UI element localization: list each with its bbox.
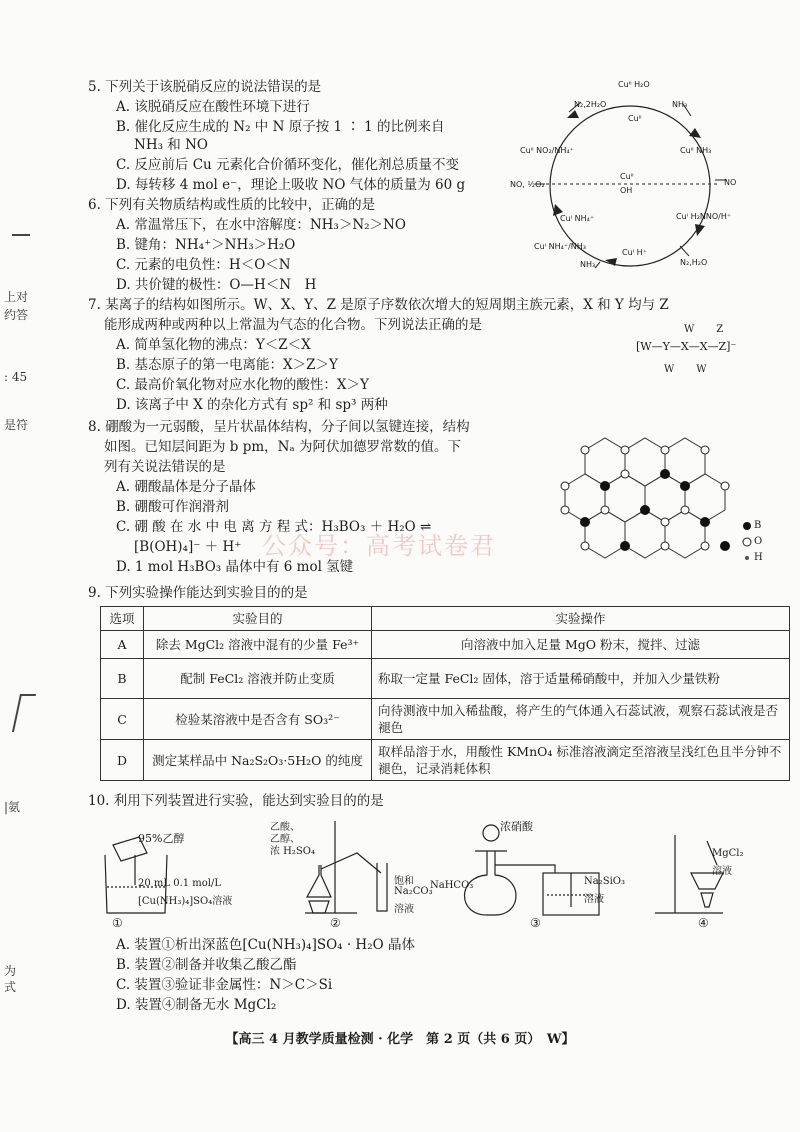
cycle-label-cui-h: Cuᴵ H⁺ (622, 248, 647, 257)
q10-option-b: B. 装置②制备并收集乙酸乙酯 (116, 957, 297, 973)
apparatus4-label: 溶液 (712, 866, 732, 877)
page-footer: 【高三 4 月教学质量检测 · 化学 第 2 页（共 6 页） W】 (225, 1032, 575, 1047)
q10-stem: 10. 利用下列装置进行实验，能达到实验目的的是 (88, 793, 384, 809)
q8-stem: 8. 硼酸为一元弱酸，呈片状晶体结构，分子间以氢键连接，结构 (88, 419, 470, 435)
cycle-label-nh3: NH₃ (672, 100, 688, 109)
q8-stem-cont: 如图。已知层间距为 b pm，Nₐ 为阿伏加德罗常数的值。下 (104, 439, 461, 455)
q6-stem: 6. 下列有关物质结构或性质的比较中，正确的是 (88, 197, 376, 213)
legend-o-label: O (754, 536, 763, 547)
watermark: 公众号：高考试卷君 (262, 532, 496, 560)
table-cell: A (101, 631, 144, 659)
apparatus-number-3: ③ (530, 916, 541, 930)
apparatus2-label: 溶液 (394, 904, 414, 915)
table-cell: 向溶液中加入足量 MgO 粉末，搅拌、过滤 (372, 631, 790, 659)
cycle-label-cui-nh4: Cuᴵ NH₄⁺ (560, 214, 595, 223)
cycle-label-n2h2o-top: N₂,2H₂O (574, 100, 607, 109)
q7-option-a: A. 简单氢化物的沸点：Y＜Z＜X (116, 337, 311, 353)
q8-option-d: D. 1 mol H₃BO₃ 晶体中有 6 mol 氢键 (116, 559, 354, 575)
q7-option-b: B. 基态原子的第一电离能：X＞Z＞Y (116, 357, 338, 373)
apparatus3-label: 溶液 (584, 894, 604, 905)
margin-mark (12, 694, 36, 732)
cycle-label-top: Cuᴵᴵ H₂O (618, 80, 650, 89)
table-row (101, 740, 790, 781)
q6-option-b: B. 键角：NH₄⁺＞NH₃＞H₂O (116, 237, 296, 253)
apparatus3-label: NaHCO₃ (430, 880, 474, 891)
q9-stem: 9. 下列实验操作能达到实验目的的是 (88, 585, 308, 601)
margin-fragment: : 45 (4, 370, 28, 384)
apparatus-figures (95, 815, 755, 925)
apparatus1-label: 20 mL 0.1 mol/L (138, 878, 221, 889)
margin-fragment: 是符 (4, 418, 29, 432)
ion-structure-main: [W—Y—X—X—Z]⁻ (636, 340, 737, 353)
apparatus3-label: 浓硝酸 (500, 820, 533, 833)
table-cell: C (101, 699, 144, 740)
q5-option-c: C. 反应前后 Cu 元素化合价循环变化，催化剂总质量不变 (116, 157, 460, 173)
cycle-label-no-o2: NO, ½O₂ (510, 180, 545, 189)
apparatus2-label: 饱和 (394, 876, 414, 887)
cycle-label-center-cuii: Cuᴵᴵ (620, 172, 634, 181)
q6-option-a: A. 常温常压下，在水中溶解度：NH₃＞N₂＞NO (116, 217, 406, 233)
table-cell: B (101, 659, 144, 699)
apparatus2-label: 乙酸、 (270, 822, 300, 833)
q10-option-d: D. 装置④制备无水 MgCl₂ (116, 997, 277, 1013)
table-header: 实验目的 (144, 607, 372, 631)
q8-option-c: C. 硼 酸 在 水 中 电 离 方 程 式：H₃BO₃ ＋ H₂O ⇌ (116, 519, 432, 535)
q6-option-d: D. 共价键的极性：O—H＜N H (116, 277, 317, 293)
margin-fragment: 式 (4, 980, 17, 994)
cycle-label-cuii-nh3: Cuᴵᴵ NH₃ (680, 146, 712, 155)
table-row (101, 659, 790, 699)
apparatus2-label: 浓 H₂SO₄ (270, 846, 315, 857)
table-row (101, 699, 790, 740)
apparatus2-label: Na₂CO₃ (394, 886, 433, 897)
margin-fragment: 约答 (4, 308, 29, 322)
cycle-label-cui-nh4-nh3: Cuᴵ NH₄⁺/NH₃ (534, 242, 587, 251)
q5-option-b-cont: NH₃ 和 NO (134, 137, 208, 153)
apparatus-number-2: ② (330, 916, 341, 930)
cycle-label-nh3-bottom: NH₃ (580, 260, 596, 269)
q6-option-c: C. 元素的电负性：H＜O＜N (116, 257, 291, 273)
apparatus1-label: 95%乙醇 (138, 832, 185, 845)
apparatus1-label: [Cu(NH₃)₄]SO₄溶液 (138, 896, 233, 907)
cycle-label-center-oh: OH (620, 186, 633, 195)
apparatus-number-4: ④ (698, 916, 709, 930)
table-cell: 除去 MgCl₂ 溶液中混有的少量 Fe³⁺ (144, 631, 372, 659)
cycle-label-no: NO (724, 178, 737, 187)
margin-mark (12, 234, 30, 236)
table-cell: 称取一定量 FeCl₂ 固体，溶于适量稀硝酸中，并加入少量铁粉 (372, 659, 790, 699)
experiment-table (100, 606, 790, 781)
table-cell: 检验某溶液中是否含有 SO₃²⁻ (144, 699, 372, 740)
ion-structure-top: W Z (684, 324, 730, 335)
cycle-label-n2h2o-bottom: N₂,H₂O (680, 258, 708, 267)
q8-option-a: A. 硼酸晶体是分子晶体 (116, 479, 256, 495)
q5-stem: 5. 下列关于该脱硝反应的说法错误的是 (88, 79, 322, 95)
q10-option-a: A. 装置①析出深蓝色[Cu(NH₃)₄]SO₄ · H₂O 晶体 (116, 937, 415, 953)
q7-option-d: D. 该离子中 X 的杂化方式有 sp² 和 sp³ 两种 (116, 397, 388, 413)
margin-fragment: |氨 (4, 800, 21, 814)
ion-structure-bottom: W W (664, 364, 713, 375)
table-row (101, 631, 790, 659)
q7-option-c: C. 最高价氧化物对应水化物的酸性：X＞Y (116, 377, 369, 393)
cycle-label-cui-h2nno: Cuᴵ H₂NNO/H⁺ (676, 212, 732, 221)
legend-b-label: B (754, 520, 762, 531)
table-cell: 取样品溶于水，用酸性 KMnO₄ 标准溶液滴定至溶液呈浅红色且半分钟不褪色，记录消耗体积 (372, 740, 790, 781)
q8-stem-cont2: 列有关说法错误的是 (104, 459, 226, 475)
table-header-row (101, 607, 790, 631)
legend-h-label: H (754, 552, 763, 563)
table-cell: 测定某样品中 Na₂S₂O₃·5H₂O 的纯度 (144, 740, 372, 781)
margin-fragment: 上对 (4, 290, 29, 304)
apparatus2-label: 乙醇、 (270, 834, 300, 845)
apparatus3-label: Na₂SiO₃ (584, 876, 625, 887)
q5-option-d: D. 每转移 4 mol e⁻，理论上吸收 NO 气体的质量为 60 g (116, 177, 466, 193)
q8-option-b: B. 硼酸可作润滑剂 (116, 499, 230, 515)
apparatus4-label: MgCl₂ (712, 848, 744, 859)
boric-acid-structure-diagram (525, 420, 765, 570)
q8-option-c-cont: [B(OH)₄]⁻ ＋ H⁺ (134, 539, 242, 555)
cycle-label-cuii-no2: Cuᴵᴵ NO₂/NH₄⁺ (520, 146, 574, 155)
q5-option-a: A. 该脱硝反应在酸性环境下进行 (116, 99, 310, 115)
table-cell: 向待测液中加入稀盐酸，将产生的气体通入石蕊试液，观察石蕊试液是否褪色 (372, 699, 790, 740)
q7-stem-cont: 能形成两种或两种以上常温为气态的化合物。下列说法正确的是 (104, 317, 482, 333)
margin-fragment: 为 (4, 964, 17, 978)
table-header: 实验操作 (372, 607, 790, 631)
apparatus-number-1: ① (112, 916, 123, 930)
q5-option-b: B. 催化反应生成的 N₂ 中 N 原子按 1 ∶ 1 的比例来自 (116, 119, 445, 135)
q7-stem: 7. 某离子的结构如图所示。W、X、Y、Z 是原子序数依次增大的短周期主族元素，X 和 Y 均与 Z (88, 297, 669, 313)
cycle-label-cuii: Cuᴵᴵ (628, 114, 642, 123)
table-header: 选项 (101, 607, 144, 631)
table-cell: 配制 FeCl₂ 溶液并防止变质 (144, 659, 372, 699)
q10-option-c: C. 装置③验证非金属性：N＞C＞Si (116, 977, 333, 993)
table-cell: D (101, 740, 144, 781)
